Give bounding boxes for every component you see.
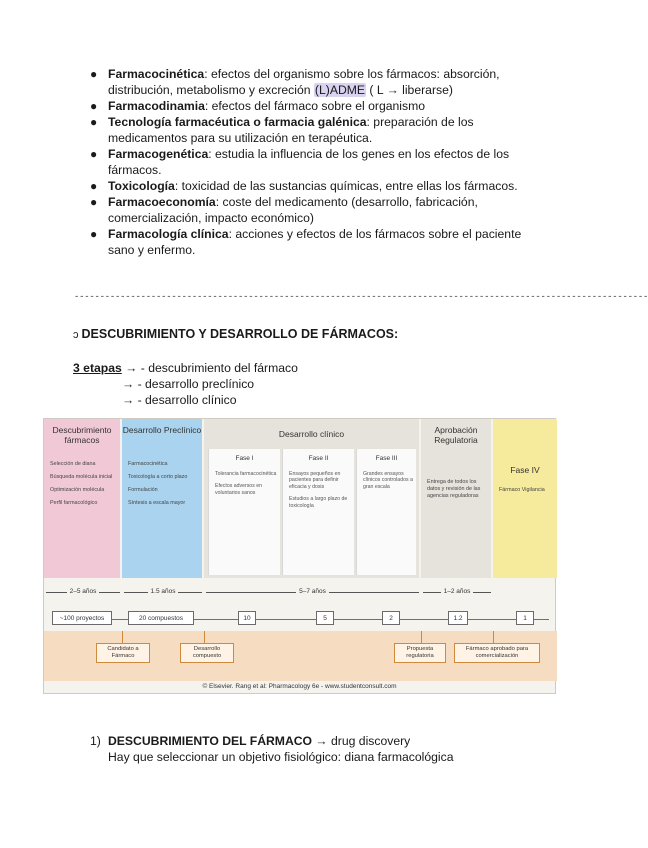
count-box: 2	[382, 611, 400, 625]
section-heading	[73, 327, 398, 341]
definition-text: : efectos del fármaco sobre el organismo	[204, 99, 426, 113]
phase-title: Fase II	[308, 455, 329, 462]
phase-3	[356, 449, 416, 575]
count-box: 10	[238, 611, 256, 625]
milestone-connector	[421, 631, 422, 643]
list-item	[0, 66, 600, 98]
section-subtitle: → drug discovery	[312, 734, 411, 748]
term: Farmacocinética	[108, 67, 205, 81]
column-item: Farmacocinética	[128, 461, 168, 467]
term: Toxicología	[108, 179, 175, 193]
section-1-title-line	[90, 733, 454, 749]
phase-title: Fase III	[375, 455, 398, 462]
duration-segment	[122, 584, 204, 600]
phase-items	[363, 471, 413, 496]
phase-items	[289, 471, 351, 515]
duration-label: 1–2 años	[441, 588, 474, 595]
bullet-icon: ●	[90, 147, 98, 161]
milestone-connector	[493, 631, 494, 643]
duration-timeline	[44, 584, 557, 600]
column-items	[499, 487, 553, 500]
milestone-box: Propuesta regulatoria	[394, 643, 446, 663]
column-item: Entrega de todos los datos y revisión de las agencias reguladoras	[427, 479, 481, 499]
arrow-icon: →	[125, 361, 138, 375]
phase-item: Efectos adversos en voluntarios sanos	[215, 483, 263, 496]
phase-item: Tolerancia farmacocinética	[215, 471, 277, 477]
link-icon: ↄ	[73, 329, 79, 341]
column-item: Toxicología a corto plazo	[128, 474, 188, 480]
column-items	[427, 479, 487, 506]
stage-item: - desarrollo preclínico	[137, 377, 255, 391]
definition-text: ( L → liberarse)	[366, 83, 453, 97]
phase-item: Grandes ensayos clínicos controlados a gran escala	[363, 471, 413, 490]
column-item: Búsqueda molécula inicial	[50, 474, 113, 480]
column-items	[50, 461, 116, 513]
column-title: Fase IV	[510, 465, 540, 475]
candidate-count-row	[44, 609, 557, 629]
duration-segment	[204, 584, 421, 600]
definition-text: : estudia la influencia de los genes en los efectos de los fármacos.	[108, 147, 510, 177]
column-title: Desarrollo clínico	[278, 429, 345, 439]
count-box: ~100 proyectos	[52, 611, 112, 625]
figure-credit: © Elsevier. Rang et al: Pharmacology 6e - www.studentconsult.com	[202, 683, 397, 690]
phase-item: Ensayos pequeños en pacientes para definir eficacia y dosis	[289, 471, 341, 490]
definition-text: : efectos del organismo sobre los fármacos: absorción, distribución, metabolismo y excreción	[108, 67, 500, 97]
milestone-connector	[122, 631, 123, 643]
column-phase4	[493, 419, 557, 578]
milestones-band	[44, 631, 557, 681]
bullet-icon: ●	[90, 67, 98, 81]
definitions-list	[0, 66, 600, 258]
column-item: Optimización molécula	[50, 487, 105, 493]
list-item	[0, 194, 600, 226]
column-title: Desarrollo Preclínico	[122, 425, 202, 435]
arrow-icon: →	[122, 377, 135, 391]
term: Farmacología clínica	[108, 227, 229, 241]
count-box: 5	[316, 611, 334, 625]
list-item	[0, 114, 600, 146]
definition-text: : preparación de los medicamentos para su utilización en terapéutica.	[108, 115, 474, 145]
column-item: Fármaco Vigilancia	[499, 487, 545, 493]
milestone-connector	[204, 631, 205, 643]
column-clinical	[204, 419, 419, 578]
heading-text: DESCUBRIMIENTO Y DESARROLLO DE FÁRMACOS:	[81, 327, 399, 341]
milestone-box: Desarrollo compuesto	[180, 643, 234, 663]
stages-label	[73, 361, 122, 375]
count-box: 1	[516, 611, 534, 625]
highlighted-text: (L)ADME	[314, 83, 366, 97]
milestone-box: Candidato a Fármaco	[96, 643, 150, 663]
list-item	[0, 178, 600, 194]
list-item	[0, 226, 600, 258]
column-item: Formulación	[128, 487, 158, 493]
stage-item: - desarrollo clínico	[137, 393, 237, 407]
column-discovery	[44, 419, 120, 578]
stages-label-text: 3 etapas	[73, 361, 122, 375]
definition-text: : acciones y efectos de los fármacos sobre el paciente sano y enfermo.	[108, 227, 522, 257]
duration-label: 2–5 años	[67, 588, 100, 595]
section-number: 1)	[90, 734, 101, 748]
phase-item: Estudios a largo plazo de toxicología	[289, 496, 348, 509]
definition-text: : toxicidad de las sustancias químicas, entre ellas los fármacos.	[174, 179, 518, 193]
definition-text: : coste del medicamento (desarrollo, fabricación, comercialización, impacto económico)	[108, 195, 478, 225]
bullet-icon: ●	[90, 179, 98, 193]
stages-block	[73, 360, 298, 408]
bullet-icon: ●	[90, 115, 98, 129]
bullet-icon: ●	[90, 227, 98, 241]
section-1	[90, 733, 454, 765]
column-item: Síntesis a escala mayor	[128, 500, 186, 506]
phase-title: Fase I	[235, 455, 254, 462]
drug-development-figure	[43, 418, 556, 694]
arrow-icon: →	[122, 393, 135, 407]
section-title: DESCUBRIMIENTO DEL FÁRMACO	[108, 734, 313, 748]
term: Farmacogenética	[108, 147, 209, 161]
stage-line	[73, 376, 298, 392]
milestone-box: Fármaco aprobado para comercialización	[454, 643, 540, 663]
stage-line	[73, 360, 298, 376]
duration-label: 5–7 años	[296, 588, 329, 595]
phase-2	[282, 449, 354, 575]
bullet-icon: ●	[90, 99, 98, 113]
column-item: Selección de diana	[50, 461, 96, 467]
column-preclinical	[122, 419, 202, 578]
list-item	[0, 98, 600, 114]
horizontal-rule: ----------------------------------------------------------------------------------------------------------------	[74, 292, 648, 302]
column-title: Descubrimiento fármacos	[52, 425, 112, 445]
phase-items	[215, 471, 277, 502]
stage-item: - descubrimiento del fármaco	[140, 361, 298, 375]
column-items	[128, 461, 198, 513]
column-item: Perfil farmacológico	[50, 500, 98, 506]
duration-segment	[421, 584, 493, 600]
term: Tecnología farmacéutica o farmacia galénica	[108, 115, 367, 129]
count-box: 20 compuestos	[128, 611, 194, 625]
phase-1	[208, 449, 280, 575]
stage-line	[73, 392, 298, 408]
count-box: 1.2	[448, 611, 468, 625]
list-item	[0, 146, 600, 178]
term: Farmacodinamia	[108, 99, 205, 113]
term: Farmacoeconomía	[108, 195, 216, 209]
section-body: Hay que seleccionar un objetivo fisiológico: diana farmacológica	[108, 750, 454, 764]
duration-label: 1.5 años	[148, 588, 179, 595]
column-regulatory	[421, 419, 491, 578]
bullet-icon: ●	[90, 195, 98, 209]
column-title: Aprobación Regulatoria	[434, 425, 478, 445]
duration-segment	[44, 584, 122, 600]
